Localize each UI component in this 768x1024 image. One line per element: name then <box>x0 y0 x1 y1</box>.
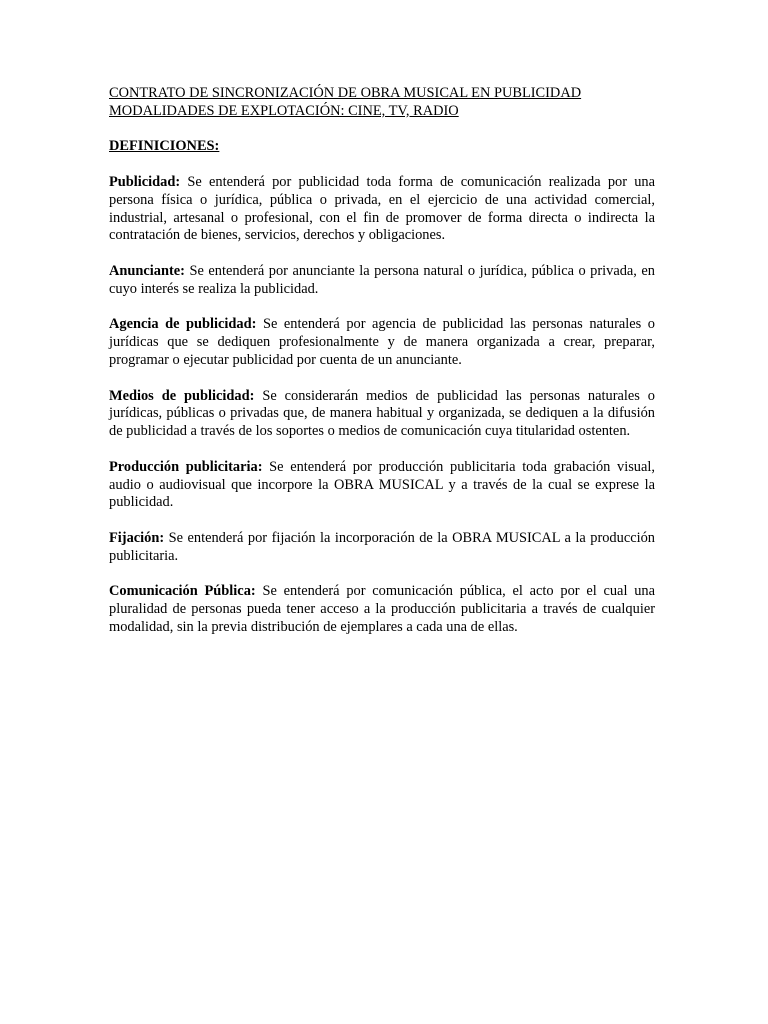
definition-produccion-publicitaria <box>109 459 655 512</box>
definition-term: Publicidad: <box>109 173 181 190</box>
document-title-line-1: CONTRATO DE SINCRONIZACIÓN DE OBRA MUSICAL EN PUBLICIDAD <box>109 85 582 101</box>
definition-comunicacion-publica <box>109 583 655 636</box>
definition-text: Se entenderá por fijación la incorporación de la OBRA MUSICAL a la producción publicitaria. <box>109 529 655 564</box>
document-page <box>109 85 655 637</box>
definition-term: Anunciante: <box>109 262 185 279</box>
definition-text: Se entenderá por publicidad toda forma de comunicación realizada por una persona física o jurídica, pública o privada, en el ejercicio de una actividad comercial, industrial, artesanal o profesional, con el fin de promover de forma directa o indirecta la contratación de bienes, servicios, derechos y obligaciones. <box>109 173 655 244</box>
definition-anunciante <box>109 263 655 299</box>
definition-agencia-de-publicidad <box>109 316 655 369</box>
definition-term: Medios de publicidad: <box>109 387 255 404</box>
definition-term: Comunicación Pública: <box>109 583 256 600</box>
definition-term: Agencia de publicidad: <box>109 316 257 333</box>
definition-text: Se entenderá por anunciante la persona natural o jurídica, pública o privada, en cuyo interés se realiza la publicidad. <box>109 262 655 297</box>
definition-text: Se considerarán medios de publicidad las personas naturales o jurídicas, públicas o privadas que, de manera habitual y organizada, se dediquen a la difusión de publicidad a través de los soportes o medios de comunicación cuya titularidad ostenten. <box>109 387 655 440</box>
definition-fijacion <box>109 530 655 566</box>
section-heading: DEFINICIONES: <box>109 138 220 155</box>
definition-term: Producción publicitaria: <box>109 458 263 475</box>
document-title-line-2: MODALIDADES DE EXPLOTACIÓN: CINE, TV, RADIO <box>109 102 459 119</box>
definition-medios-de-publicidad <box>109 388 655 441</box>
definition-term: Fijación: <box>109 529 165 546</box>
definition-text: Se entenderá por producción publicitaria toda grabación visual, audio o audiovisual que incorpore la OBRA MUSICAL y a través de la cual se exprese la publicidad. <box>109 458 655 511</box>
definition-publicidad <box>109 174 655 245</box>
definition-text: Se entenderá por agencia de publicidad las personas naturales o jurídicas que se dediquen profesionalmente y de manera organizada a crear, preparar, programar o ejecutar publicidad por cuenta de un anunciante. <box>109 316 655 368</box>
definition-text: Se entenderá por comunicación pública, el acto por el cual una pluralidad de personas pueda tener acceso a la producción publicitaria a través de cualquier modalidad, sin la previa distribución de ejemplares a cada una de ellas. <box>109 583 655 635</box>
